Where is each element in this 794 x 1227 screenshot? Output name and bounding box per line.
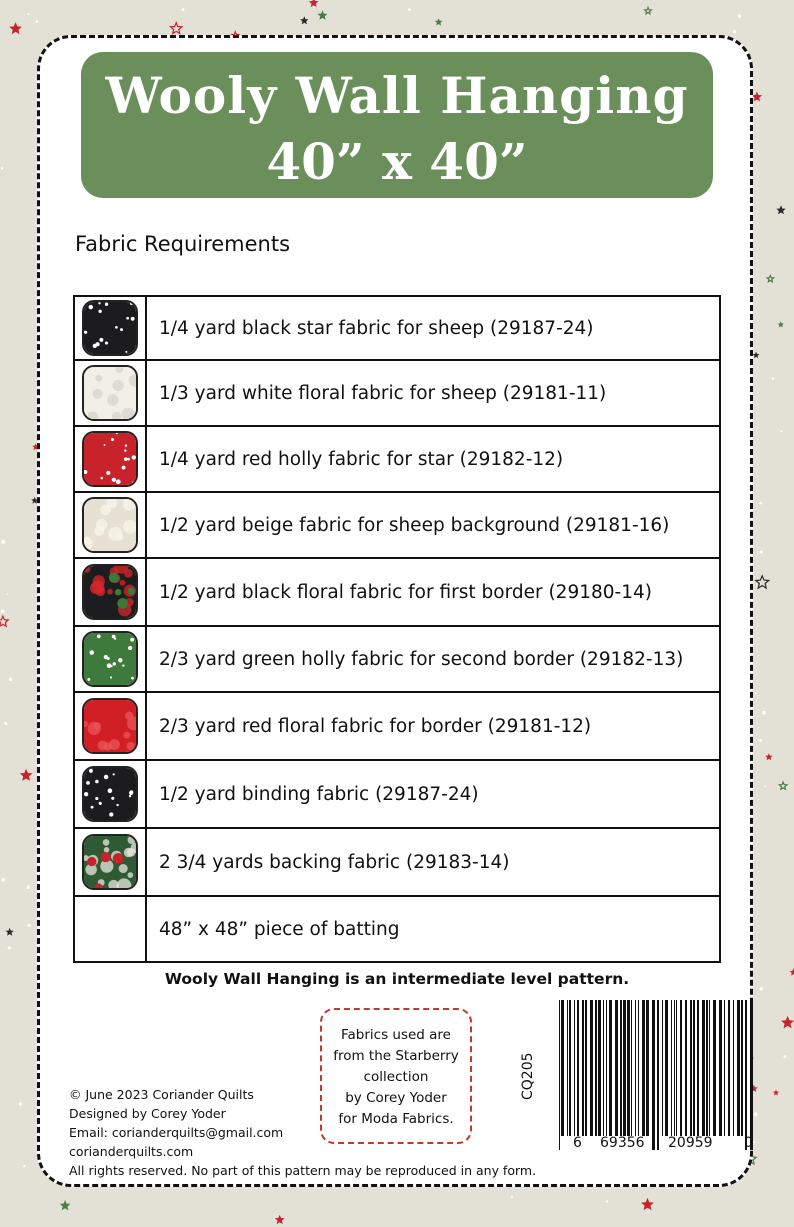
background-dot [8,946,11,949]
background-dot [9,678,12,681]
barcode-bar [646,1000,649,1136]
barcode-bar [635,1000,636,1136]
title-banner [81,52,713,198]
requirement-text: 1/4 yard black star fabric for sheep (29187-24) [146,296,720,360]
background-star [779,782,787,789]
barcode-bar [567,1000,568,1136]
barcode-digit-first: 6 [573,1135,582,1151]
fabric-swatch-multi-floral [82,834,138,890]
background-star [752,92,762,102]
background-dot [36,20,39,23]
rights-line: All rights reserved. No part of this pattern may be reproduced in any form. [69,1163,537,1178]
requirement-row [74,692,720,760]
sku-label: CQ205 [520,1052,536,1100]
barcode-bar [627,1000,630,1136]
requirement-row [74,426,720,492]
barcode-bar [665,1000,668,1136]
requirement-row [74,828,720,896]
barcode-bar [750,1000,753,1150]
barcode-bar [728,1000,730,1136]
barcode-bar [638,1000,639,1136]
background-star [0,616,8,626]
requirement-row [74,896,720,962]
barcode-group-left: 69356 [600,1135,645,1151]
background-dot [760,550,763,553]
background-star [641,1198,654,1210]
barcode-bar [582,1000,584,1136]
requirement-text: 48” x 48” piece of batting [146,896,720,962]
designer-line: Designed by Corey Yoder [69,1106,226,1121]
background-dot [772,378,774,380]
barcode-bar [606,1000,607,1136]
collection-note [320,1008,472,1144]
requirement-text: 2 3/4 yards backing fabric (29183-14) [146,828,720,896]
background-dot [408,8,411,11]
background-star [9,22,22,34]
background-dot [7,593,9,595]
barcode-bar [702,1000,705,1136]
background-dot [784,1055,787,1058]
barcode-bar [706,1000,708,1136]
background-dot [511,1196,513,1198]
background-dot [1,878,5,882]
skill-level-note: Wooly Wall Hanging is an intermediate level pattern. [164,970,630,988]
background-star [435,18,443,25]
background-dot [27,924,30,927]
background-dot [733,30,736,33]
collection-line: Fabrics used are [340,1027,451,1043]
background-dot [781,430,783,432]
barcode-bar [680,1000,682,1136]
fabric-swatch-beige-floral [82,497,138,553]
barcode-bar [733,1000,734,1136]
barcode-bar [642,1000,645,1136]
barcode-bar [598,1000,601,1136]
barcode-bar [693,1000,695,1136]
swatch-cell [74,360,146,426]
barcode-bar [741,1000,743,1136]
swatch-cell [74,760,146,828]
website-line: corianderquilts.com [69,1144,194,1159]
background-dot [764,785,766,787]
barcode-bar [662,1000,663,1136]
swatch-cell [74,692,146,760]
requirement-text: 2/3 yard green holly fabric for second border (29182-13) [146,626,720,692]
background-star [317,10,327,20]
collection-line: for Moda Fabrics. [338,1111,454,1127]
requirement-row [74,626,720,692]
barcode-bar [709,1000,710,1136]
barcode-bar [676,1000,677,1136]
background-dot [606,1200,608,1202]
fabric-requirements-table [73,295,721,963]
barcode [553,998,757,1158]
background-star [773,1090,779,1096]
barcode-bar [657,1000,659,1150]
barcode-bar [574,1000,575,1136]
background-dot [762,711,766,715]
requirement-row [74,360,720,426]
background-dot [28,13,30,15]
background-star [781,1016,794,1029]
requirement-text: 1/3 yard white floral fabric for sheep (29181-11) [146,360,720,426]
requirement-text: 1/2 yard binding fabric (29187-24) [146,760,720,828]
background-star [767,276,774,282]
barcode-bar [631,1000,632,1136]
barcode-bar [674,1000,675,1136]
background-star [753,352,760,359]
requirements-heading: Fabric Requirements [75,232,291,256]
background-star [309,0,319,7]
pattern-size: 40” x 40” [266,132,528,191]
swatch-cell [74,296,146,360]
barcode-bar [577,1000,579,1136]
background-dot [755,692,757,694]
barcode-bar [569,1000,571,1136]
requirement-row [74,296,720,360]
email-line: Email: corianderquilts@gmail.com [69,1125,284,1140]
background-dot [738,14,741,17]
background-dot [19,1102,22,1105]
requirement-row [74,492,720,558]
requirement-text: 2/3 yard red floral fabric for border (29181-12) [146,692,720,760]
background-dot [4,722,7,725]
background-dot [1,609,5,613]
swatch-cell [74,626,146,692]
barcode-group-right: 20959 [668,1135,713,1151]
barcode-bar [745,1000,747,1150]
collection-line: collection [363,1069,429,1085]
fabric-swatch-red-floral [82,698,138,754]
fabric-swatch-green-holly [82,631,138,687]
barcode-bar [595,1000,597,1136]
requirement-text: 1/2 yard beige fabric for sheep background (29181-16) [146,492,720,558]
background-star [60,1200,71,1210]
swatch-cell [74,492,146,558]
background-star [6,928,14,936]
barcode-bar [590,1000,593,1136]
barcode-bar [690,1000,692,1136]
background-dot [1,167,3,169]
background-star [776,205,785,214]
barcode-bar [561,1000,564,1136]
requirement-text: 1/4 yard red holly fabric for star (29182-12) [146,426,720,492]
background-star [645,7,652,13]
barcode-bar [685,1000,687,1136]
background-star [765,753,772,760]
copyright-line: © June 2023 Coriander Quilts [69,1087,254,1102]
background-dot [23,1165,25,1167]
background-dot [760,502,763,505]
swatch-cell [74,828,146,896]
fabric-swatch-black-star [82,300,138,356]
background-dot [759,739,762,742]
background-star [20,769,33,781]
barcode-bar [697,1000,699,1136]
swatch-cell [74,896,146,962]
background-dot [27,886,30,889]
barcode-bar [585,1000,587,1136]
barcode-bar [609,1000,612,1136]
barcode-bar [713,1000,716,1136]
fabric-swatch-red-holly [82,431,138,487]
barcode-bar [603,1000,604,1136]
swatch-cell [74,558,146,626]
fabric-swatch-white-floral [82,365,138,421]
background-star [171,23,182,34]
background-star [778,321,784,327]
barcode-bar [620,1000,622,1136]
requirement-row [74,558,720,626]
swatch-cell [74,426,146,492]
barcode-bar [559,1000,560,1150]
collection-line: by Corey Yoder [345,1090,447,1106]
barcode-bar [737,1000,740,1136]
barcode-bar [719,1000,722,1136]
barcode-bar [652,1000,655,1150]
background-star [275,1215,285,1224]
background-dot [182,8,185,11]
requirement-text: 1/2 yard black floral fabric for first border (29180-14) [146,558,720,626]
barcode-bar [623,1000,626,1136]
background-star [756,576,769,588]
barcode-digit-last: 0 [744,1135,753,1151]
background-star [300,16,308,24]
barcode-bar [724,1000,725,1136]
barcode-bar [615,1000,618,1136]
fabric-swatch-black-star [82,766,138,822]
requirement-row [74,760,720,828]
background-dot [1,540,5,544]
pattern-title: Wooly Wall Hanging [105,66,689,125]
collection-line: from the Starberry [333,1048,459,1064]
fabric-swatch-black-floral [82,564,138,620]
barcode-bar [671,1000,672,1136]
